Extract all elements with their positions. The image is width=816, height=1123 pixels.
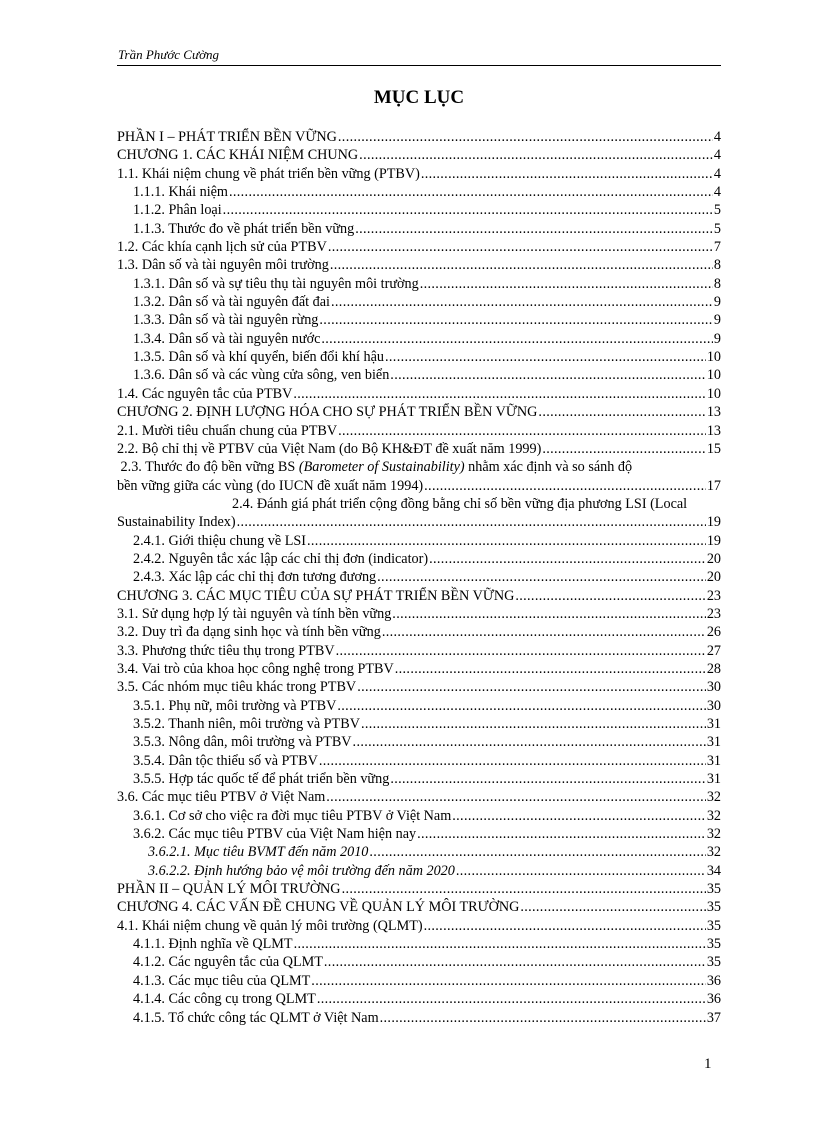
table-of-contents [117,128,721,1027]
toc-entry[interactable] [117,972,721,990]
dot-leader [395,660,706,678]
toc-entry-text: 3.5.3. Nông dân, môi trường và PTBV [133,734,352,751]
toc-page-number: 13 [706,422,721,439]
toc-page-number: 35 [706,917,721,934]
toc-page-number: 28 [706,660,721,677]
toc-entry-text: 4.1.5. Tổ chức công tác QLMT ở Việt Nam [133,1009,379,1026]
toc-entry[interactable] [117,330,721,348]
dot-leader [330,256,713,274]
toc-entry[interactable] [117,146,721,164]
toc-entry[interactable] [117,880,721,898]
toc-page-number: 10 [706,367,721,384]
toc-entry-text: 3.5.1. Phụ nữ, môi trường và PTBV [133,697,337,714]
toc-entry[interactable] [117,403,721,421]
dot-leader [342,880,706,898]
toc-entry-text: 1.3.3. Dân số và tài nguyên rừng [133,312,319,329]
toc-entry-text: 3.5.4. Dân tộc thiểu số và PTBV [133,752,318,769]
toc-page-number: 8 [713,275,721,292]
dot-leader [385,348,706,366]
dot-leader [355,220,713,238]
toc-entry-text: 1.4. Các nguyên tắc của PTBV [117,385,293,402]
toc-entry-text: 3.3. Phương thức tiêu thụ trong PTBV [117,642,335,659]
toc-page-number: 9 [713,312,721,329]
dot-leader [424,477,706,495]
toc-entry-text: 1.3.5. Dân số và khí quyển, biến đổi khí hậu [133,349,385,366]
toc-entry-text: 3.1. Sử dụng hợp lý tài nguyên và tính bền vững [117,605,392,622]
toc-entry[interactable] [117,697,721,715]
dot-leader [377,568,706,586]
toc-page-number: 35 [706,936,721,953]
toc-page-number: 5 [713,220,721,237]
dot-leader [319,311,713,329]
toc-entry-text: PHẦN II – QUẢN LÝ MÔI TRƯỜNG [117,881,341,898]
toc-entry[interactable] [117,568,721,586]
dot-leader [380,1009,706,1027]
toc-entry-text: 3.6. Các mục tiêu PTBV ở Việt Nam [117,789,326,806]
toc-entry-text: 1.3.4. Dân số và tài nguyên nước [133,330,321,347]
toc-entry[interactable] [117,807,721,825]
toc-entry-text: 1.1.3. Thước đo về phát triển bền vững [133,220,355,237]
toc-page-number: 32 [706,807,721,824]
toc-page-number: 19 [706,514,721,531]
toc-entry[interactable] [117,220,721,238]
toc-entry[interactable] [117,825,721,843]
toc-entry-text: 4.1.2. Các nguyên tắc của QLMT [133,954,323,971]
toc-page-number: 9 [713,294,721,311]
dot-leader [359,146,713,164]
toc-entry-text: Sustainability Index) [117,514,236,531]
dot-leader [369,843,705,861]
toc-entry-text: 3.4. Vai trò của khoa học công nghệ trong PTBV [117,660,394,677]
toc-page-number: 7 [713,239,721,256]
toc-entry[interactable] [117,623,721,641]
toc-page-number: 36 [706,991,721,1008]
toc-entry[interactable] [117,678,721,696]
toc-entry[interactable] [117,201,721,219]
dot-leader [361,715,706,733]
toc-entry[interactable] [117,770,721,788]
toc-entry[interactable] [117,642,721,660]
dot-leader [382,623,706,641]
toc-entry[interactable] [117,293,721,311]
toc-page-number: 23 [706,587,721,604]
toc-entry[interactable] [117,532,721,550]
toc-entry-line [117,513,721,531]
dot-leader [390,366,706,384]
dot-leader [424,917,706,935]
toc-page-number: 4 [713,129,721,145]
toc-entry[interactable] [117,733,721,751]
toc-entry-text: 4.1. Khái niệm chung về quản lý môi trường (QLMT) [117,917,423,934]
toc-entry-text: 3.5.2. Thanh niên, môi trường và PTBV [133,716,360,732]
toc-page-number: 34 [706,862,721,879]
toc-page-number: 5 [713,202,721,219]
toc-entry[interactable] [117,605,721,623]
toc-entry-text: 3.6.1. Cơ sở cho việc ra đời mục tiêu PTBV ở Việt Nam [133,807,452,824]
toc-page-number: 35 [706,881,721,898]
dot-leader [420,275,713,293]
toc-page-number: 35 [706,954,721,971]
toc-entry[interactable] [117,183,721,201]
toc-entry-text: CHƯƠNG 3. CÁC MỤC TIÊU CỦA SỰ PHÁT TRIỂN BỀN VỮNG [117,587,515,604]
toc-section-1 [117,128,721,458]
toc-entry-text: 3.6.2. Các mục tiêu PTBV của Việt Nam hiện nay [133,826,417,843]
toc-entry[interactable] [117,128,721,146]
toc-entry-text: 2.4.1. Giới thiệu chung về LSI [133,532,307,549]
toc-page-number: 10 [706,349,721,366]
toc-entry[interactable] [117,587,721,605]
toc-entry-text: 2.4.3. Xác lập các chỉ thị đơn tương đương [133,569,377,586]
dot-leader [336,642,706,660]
toc-page-number: 4 [713,165,721,182]
dot-leader [421,165,713,183]
dot-leader [319,752,706,770]
toc-entry-text: 2.1. Mười tiêu chuẩn chung của PTBV [117,422,338,439]
dot-leader [542,440,705,458]
toc-entry-text: 2.4. Đánh giá phát triển cộng đồng bằng chỉ số bền vững địa phương LSI (Local [232,495,688,512]
toc-entry-text: CHƯƠNG 4. CÁC VẤN ĐỀ CHUNG VỀ QUẢN LÝ MÔI TRƯỜNG [117,899,520,916]
toc-entry-text: 2.3. Thước đo độ bền vững BS [117,459,299,476]
dot-leader [392,605,706,623]
toc-entry-text: 3.6.2.1. Mục tiêu BVMT đến năm 2010 [148,844,369,861]
dot-leader [317,990,706,1008]
toc-entry-text: 3.6.2.2. Định hướng bảo vệ môi trường đến năm 2020 [148,862,455,879]
dot-leader [515,587,705,605]
toc-entry[interactable] [117,440,721,458]
toc-entry-2-3[interactable] [117,458,721,495]
toc-entry-italic-text: (Barometer of Sustainability) [298,459,465,476]
dot-leader [357,678,706,696]
dot-leader [223,201,713,219]
header-author: Trần Phước Cường [118,47,220,62]
toc-entry[interactable] [117,843,721,861]
toc-entry-text: 1.1.1. Khái niệm [133,184,228,201]
toc-page-number: 4 [713,147,721,164]
dot-leader [429,550,706,568]
toc-entry[interactable] [117,311,721,329]
toc-page-number: 27 [706,642,721,659]
dot-leader [338,422,706,440]
dot-leader [520,898,705,916]
toc-page-number: 31 [706,734,721,751]
toc-entry[interactable] [117,422,721,440]
toc-entry-line [117,495,721,513]
toc-page-number: 32 [706,789,721,806]
toc-page-number: 20 [706,569,721,586]
dot-leader [294,935,706,953]
toc-entry-text: 1.3.1. Dân số và sự tiêu thụ tài nguyên môi trường [133,275,419,292]
toc-entry[interactable] [117,917,721,935]
dot-leader [237,513,706,531]
toc-page-number: 23 [706,605,721,622]
toc-entry-text: 3.5.5. Hợp tác quốc tế để phát triển bền vững [133,771,390,788]
toc-entry-text: 3.2. Duy trì đa dạng sinh học và tính bền vững [117,624,381,641]
toc-entry[interactable] [117,385,721,403]
page-number: 1 [704,1056,712,1072]
dot-leader [229,183,713,201]
toc-entry[interactable] [117,715,721,733]
dot-leader [538,403,705,421]
toc-entry[interactable] [117,990,721,1008]
toc-entry-text: CHƯƠNG 2. ĐỊNH LƯỢNG HÓA CHO SỰ PHÁT TRIỂN BỀN VỮNG [117,404,538,421]
toc-page-number: 30 [706,697,721,714]
header-rule [117,65,721,66]
dot-leader [321,330,713,348]
toc-entry-text: 2.4.2. Nguyên tắc xác lập các chỉ thị đơn (indicator) [133,550,429,567]
toc-page-number: 13 [706,404,721,421]
toc-page-number: 31 [706,752,721,769]
toc-page-number: 31 [706,771,721,788]
toc-entry[interactable] [117,165,721,183]
toc-page-number: 9 [713,330,721,347]
dot-leader [452,807,706,825]
toc-entry[interactable] [117,238,721,256]
toc-entry-text: 1.2. Các khía cạnh lịch sử của PTBV [117,239,327,256]
toc-entry[interactable] [117,348,721,366]
toc-entry-line [117,477,721,495]
dot-leader [338,128,713,146]
toc-entry-text: 1.3.2. Dân số và tài nguyên đất đai [133,294,331,311]
toc-entry-text: 4.1.4. Các công cụ trong QLMT [133,991,316,1008]
toc-page-number: 37 [706,1009,721,1026]
toc-entry[interactable] [117,898,721,916]
toc-page-number: 32 [706,826,721,843]
toc-page-number: 35 [706,899,721,916]
toc-entry-line [117,458,721,476]
toc-page-number: 32 [706,844,721,861]
toc-entry-text: CHƯƠNG 1. CÁC KHÁI NIỆM CHUNG [117,147,359,164]
dot-leader [331,293,713,311]
dot-leader [417,825,706,843]
toc-entry-text: 1.1.2. Phân loại [133,202,222,219]
toc-entry[interactable] [117,752,721,770]
toc-section-2 [117,532,721,1027]
toc-entry-text: 2.2. Bộ chỉ thị về PTBV của Việt Nam (do Bộ KH&ĐT đề xuất năm 1999) [117,440,542,457]
dot-leader [293,385,705,403]
toc-page-number: 26 [706,624,721,641]
dot-leader [307,532,706,550]
toc-page-number: 8 [713,257,721,274]
page-title: MỤC LỤC [373,87,465,108]
toc-entry[interactable] [117,1009,721,1027]
toc-page-number: 31 [706,716,721,732]
toc-page-number: 19 [706,532,721,549]
toc-entry[interactable] [117,366,721,384]
dot-leader [311,972,706,990]
toc-page-number: 36 [706,972,721,989]
toc-entry[interactable] [117,953,721,971]
dot-leader [337,697,705,715]
toc-page-number: 10 [706,385,721,402]
toc-page-number: 15 [706,440,721,457]
toc-entry-text: 4.1.1. Định nghĩa về QLMT [133,936,293,953]
dot-leader [456,862,706,880]
toc-entry-2-4[interactable] [117,495,721,532]
toc-entry-text: 1.3.6. Dân số và các vùng cửa sông, ven biển [133,367,390,384]
toc-entry[interactable] [117,275,721,293]
dot-leader [326,788,706,806]
toc-entry-text: PHẦN I – PHÁT TRIỂN BỀN VỮNG [117,129,337,145]
toc-entry[interactable] [117,550,721,568]
toc-page-number: 20 [706,550,721,567]
toc-page-number: 30 [706,679,721,696]
toc-page-number: 17 [706,477,721,494]
dot-leader [353,733,706,751]
toc-entry-text: 1.3. Dân số và tài nguyên môi trường [117,257,329,274]
dot-leader [390,770,706,788]
toc-entry[interactable] [117,935,721,953]
toc-entry-text: nhằm xác định và so sánh độ [464,459,633,476]
toc-entry-text: 3.5. Các nhóm mục tiêu khác trong PTBV [117,679,357,696]
dot-leader [324,953,706,971]
toc-entry[interactable] [117,660,721,678]
toc-entry-text: 4.1.3. Các mục tiêu của QLMT [133,972,311,989]
toc-entry[interactable] [117,256,721,274]
dot-leader [328,238,713,256]
toc-entry[interactable] [117,862,721,880]
toc-entry-text: bền vững giữa các vùng (do IUCN đề xuất năm 1994) [117,477,424,494]
toc-entry[interactable] [117,788,721,806]
toc-page-number: 4 [713,184,721,201]
toc-entry-text: 1.1. Khái niệm chung về phát triển bền vững (PTBV) [117,165,420,182]
